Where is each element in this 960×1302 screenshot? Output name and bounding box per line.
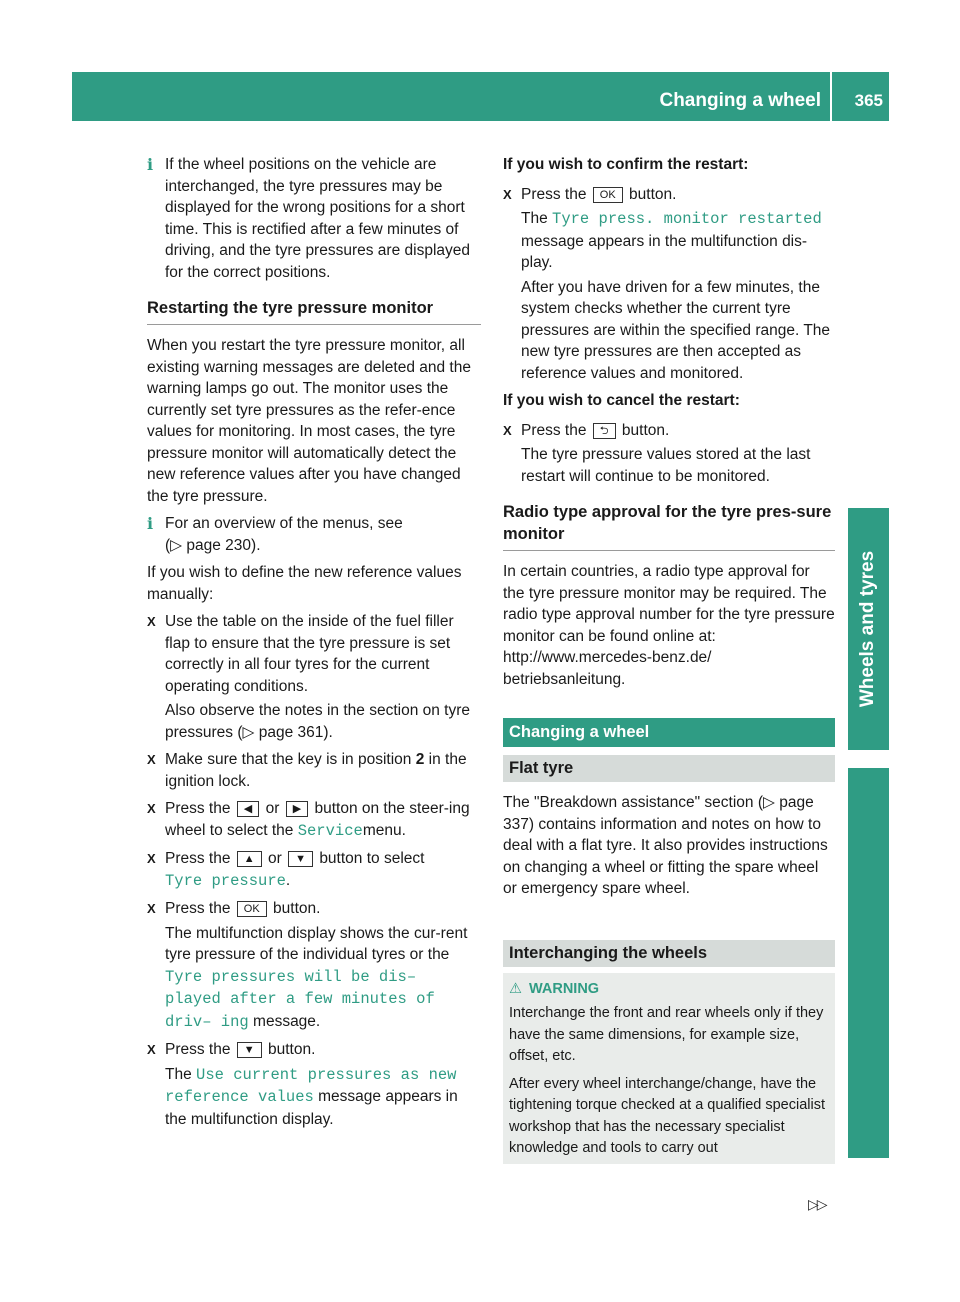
subsection-heading: Interchanging the wheels	[503, 940, 835, 967]
page-number: 365	[854, 91, 883, 110]
warning-icon: ⚠	[509, 980, 522, 997]
step-marker-icon: X	[503, 422, 512, 438]
step-marker-icon: X	[147, 1042, 156, 1057]
step-marker-icon: X	[503, 186, 512, 202]
step-result	[165, 1064, 481, 1131]
left-column	[147, 154, 481, 1136]
step-text: The	[165, 1065, 192, 1083]
section-heading: Radio type approval for the tyre pres-sure monitor	[503, 501, 835, 551]
paragraph: When you restart the tyre pressure monitor, all existing warning messages are deleted and the warning lamps go out. The monitor uses the currently set tyre pressures as the refer-ence values for monitoring. In most cases, the tyre pressure monitor will automatically detect the new reference values after you have changed the tyre pressure.	[147, 337, 471, 505]
header-separator	[830, 72, 832, 121]
info-text: For an overview of the menus, see	[165, 515, 403, 532]
ok-key-icon: OK	[593, 187, 623, 203]
section-heading: Restarting the tyre pressure monitor	[147, 297, 481, 325]
step-marker-icon: X	[147, 752, 156, 767]
display-text: Service	[297, 821, 363, 840]
step-text: The multifunction display shows the cur-rent tyre pressure of the individual tyres or the	[165, 924, 468, 963]
step-text: .	[285, 871, 291, 889]
step-text: button.	[621, 421, 670, 439]
display-text: Tyre press. monitor restarted	[552, 210, 822, 228]
key-position: 2	[415, 751, 425, 768]
chapter-heading: Changing a wheel	[503, 718, 835, 747]
step-text: button.	[273, 900, 321, 917]
back-key-icon: ⮌	[593, 423, 616, 439]
instruction-step	[147, 848, 481, 892]
display-text: Tyre pressures will be dis– played after a few minutes of driv– ing	[165, 967, 435, 1031]
paragraph: In certain countries, a radio type approval for the tyre pressure monitor may be required. The radio type approval number for the tyre pressure monitor can be found online at: http://www.mercedes-benz.de/ betriebsanleitung.	[503, 563, 835, 688]
instruction-step	[147, 749, 481, 792]
step-marker-icon: X	[147, 901, 156, 916]
paragraph: The "Breakdown assistance" section (▷ page 337) contains information and notes on how to deal with a flat tyre. It also provides instructions on changing a wheel or fitting the spare wheel or emergency spare wheel.	[503, 794, 828, 897]
step-text: message.	[253, 1012, 321, 1030]
step-result: After you have driven for a few minutes, the system checks whether the current tyre pressures are within the specified range. The new tyre pressures are then accepted as reference values and monitored.	[521, 278, 831, 382]
step-text: or	[265, 800, 280, 817]
step-text: Use the table on the inside of the fuel filler flap to ensure that the tyre pressure is set correctly in all four tyres for the current operating conditions.	[165, 613, 454, 695]
info-icon: i	[147, 514, 154, 533]
warning-box	[503, 973, 835, 1164]
subsection-heading: Flat tyre	[503, 755, 835, 782]
info-note	[147, 513, 481, 556]
instruction-step	[147, 1039, 481, 1130]
right-column	[503, 154, 835, 1164]
instruction-step	[147, 898, 481, 1033]
step-text: button.	[629, 185, 677, 203]
step-text: button to select	[319, 850, 425, 867]
instruction-step	[147, 798, 481, 842]
down-arrow-key-icon: ▼	[288, 851, 313, 867]
page-reference: (▷ page 230).	[165, 536, 261, 554]
info-text: If the wheel positions on the vehicle are interchanged, the tyre pressures may be displayed for the wrong positions for a short time. This is rectified after a few minutes of driving, and the tyre pressures are displayed for the correct positions.	[165, 156, 470, 281]
info-note	[147, 154, 481, 283]
right-arrow-key-icon: ▶	[286, 801, 308, 817]
step-text: Press the	[521, 185, 587, 203]
step-text: Press the	[165, 850, 231, 867]
step-marker-icon: X	[147, 851, 156, 866]
down-arrow-key-icon: ▼	[237, 1042, 262, 1058]
header-title: Changing a wheel	[659, 90, 821, 111]
step-text: message appears in the multifunction dis-play.	[521, 232, 808, 271]
warning-label: WARNING	[529, 980, 600, 997]
step-text: Press the	[165, 900, 231, 917]
step-marker-icon: X	[147, 801, 156, 816]
side-tab-label: Wheels and tyres	[857, 550, 878, 708]
step-text: message appears in the multifunction display.	[165, 1088, 458, 1128]
side-tab-block	[848, 768, 889, 1158]
instruction-step	[147, 611, 481, 743]
step-result	[521, 208, 835, 274]
step-text: menu.	[362, 821, 406, 839]
warning-text: After every wheel interchange/change, have the tightening torque checked at a qualified specialist workshop that has the necessary specialist knowledge and tools to carry out	[509, 1075, 825, 1156]
paragraph: If you wish to define the new reference values manually:	[147, 564, 462, 603]
step-text: Make sure that the key is in position	[165, 751, 412, 768]
continue-arrows-icon: ▷▷	[808, 1196, 826, 1212]
step-result: The tyre pressure values stored at the last restart will continue to be monitored.	[521, 446, 811, 485]
step-text: button.	[268, 1041, 316, 1058]
step-text: Press the	[165, 800, 231, 817]
sub-heading: If you wish to confirm the restart:	[503, 156, 749, 173]
ok-key-icon: OK	[237, 901, 267, 917]
page-header	[72, 72, 889, 121]
step-result: Also observe the notes in the section on tyre pressures (▷ page 361).	[165, 702, 471, 741]
step-text: button on the steer-ing wheel to select the	[165, 800, 470, 839]
warning-text: Interchange the front and rear wheels only if they have the same dimensions, for example size, offset, etc.	[509, 1005, 824, 1064]
step-result	[165, 923, 481, 1034]
instruction-step	[503, 420, 835, 488]
step-text: in the ignition lock.	[165, 751, 467, 790]
up-arrow-key-icon: ▲	[237, 851, 262, 867]
sub-heading: If you wish to cancel the restart:	[503, 392, 740, 409]
step-text: or	[268, 850, 282, 867]
warning-title	[509, 979, 829, 1001]
display-text: Tyre pressure	[165, 871, 286, 890]
info-icon: i	[147, 155, 154, 174]
step-marker-icon: X	[147, 614, 156, 629]
step-text: The	[521, 210, 548, 227]
side-tab	[848, 508, 889, 750]
display-text: Use current pressures as new reference values	[165, 1065, 457, 1106]
instruction-step	[503, 184, 835, 385]
step-text: Press the	[521, 421, 587, 439]
left-arrow-key-icon: ◀	[237, 801, 259, 817]
step-text: Press the	[165, 1041, 231, 1058]
